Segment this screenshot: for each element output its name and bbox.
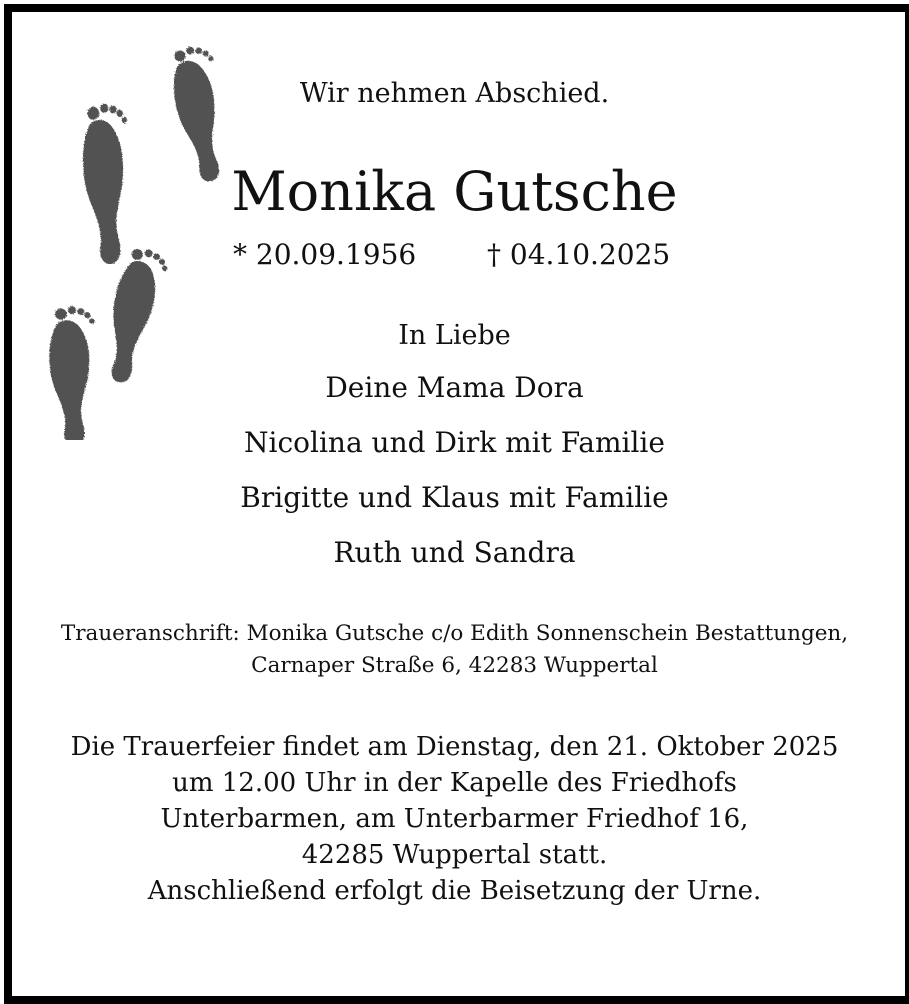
- mourning-address: [0, 618, 909, 682]
- mourners-block: [0, 316, 909, 588]
- address-line: Traueranschrift: Monika Gutsche c/o Edith Sonnenschein Bestattungen,: [60, 621, 849, 646]
- mourner-line: Deine Mama Dora: [325, 371, 584, 404]
- mourner-line: Ruth und Sandra: [333, 536, 576, 569]
- mourner-line: Nicolina und Dirk mit Familie: [244, 426, 665, 459]
- closing-phrase: In Liebe: [398, 320, 511, 351]
- ceremony-line: um 12.00 Uhr in der Kapelle des Friedhofs: [172, 768, 737, 798]
- ceremony-info: [0, 729, 909, 909]
- life-dates: [233, 238, 671, 271]
- ceremony-line: 42285 Wuppertal statt.: [301, 840, 608, 870]
- ceremony-line: Anschließend erfolgt die Beisetzung der Urne.: [147, 876, 762, 906]
- intro-text: Wir nehmen Abschied.: [299, 78, 610, 109]
- ceremony-line: Die Trauerfeier findet am Dienstag, den 21. Oktober 2025: [70, 732, 839, 762]
- ceremony-line: Unterbarmen, am Unterbarmer Friedhof 16,: [160, 804, 749, 834]
- address-line: Carnaper Straße 6, 42283 Wuppertal: [251, 653, 658, 678]
- birth-date: * 20.09.1956: [233, 238, 417, 271]
- mourner-line: Brigitte und Klaus mit Familie: [240, 481, 669, 514]
- death-date: † 04.10.2025: [487, 238, 671, 271]
- deceased-name: Monika Gutsche: [231, 160, 678, 223]
